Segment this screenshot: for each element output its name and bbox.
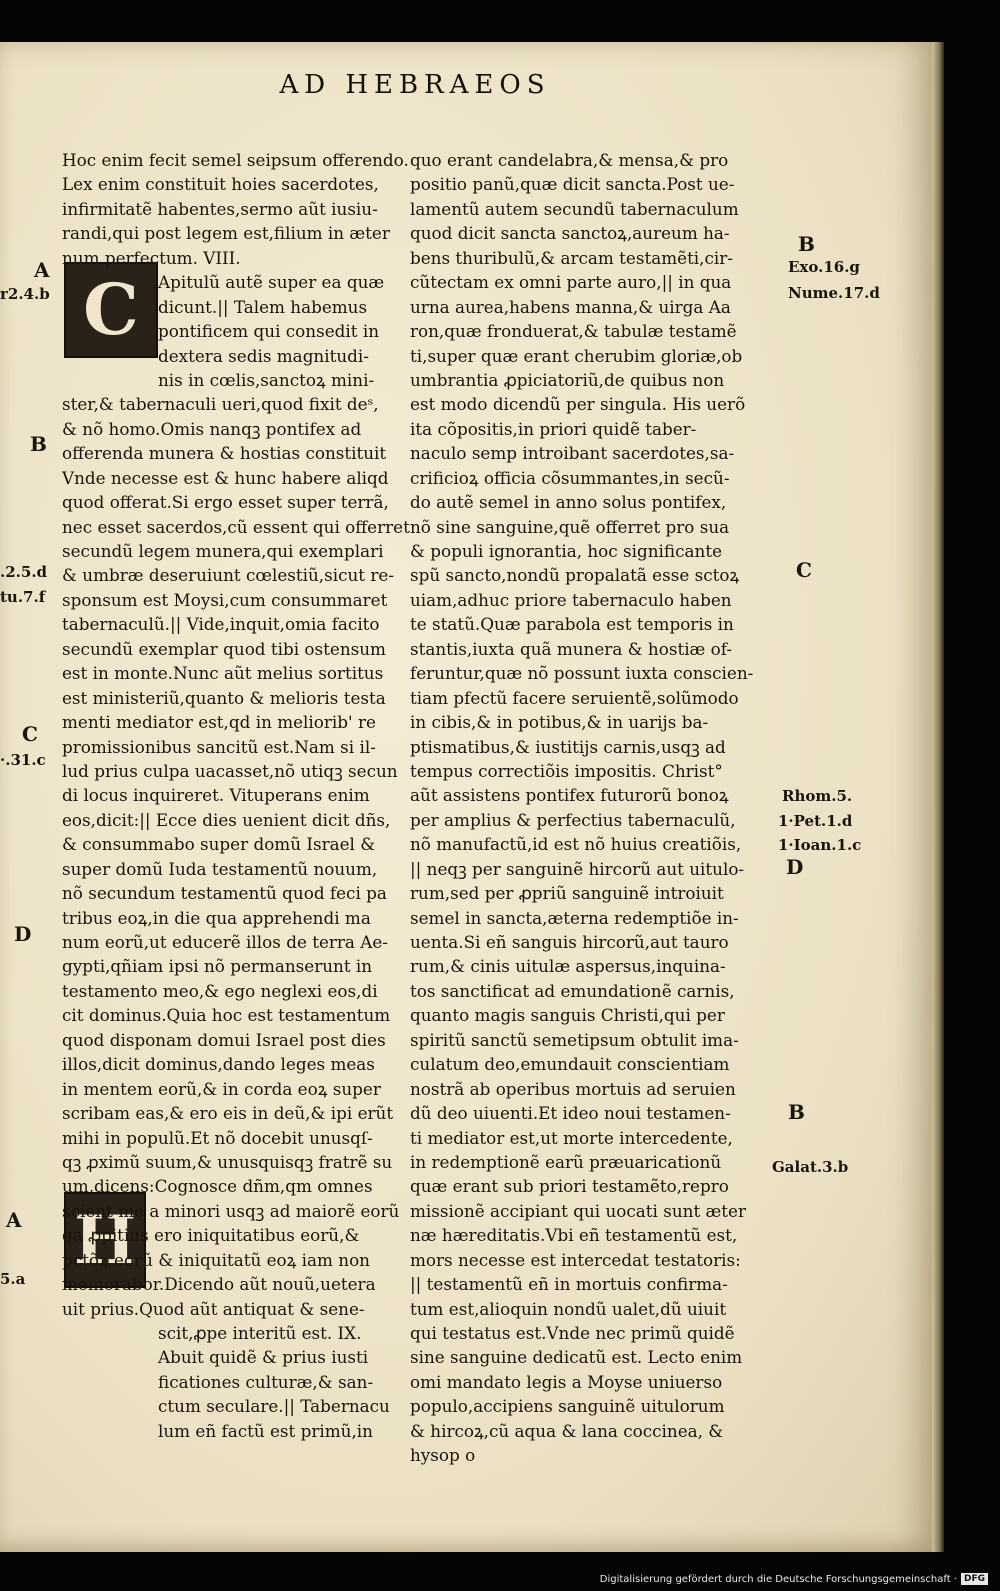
- text-line: rum,& cinis uitulæ aspersus,inquina-: [410, 956, 726, 977]
- text-line: pontificem qui consedit in: [158, 321, 379, 342]
- margin-reference: tu.7.f: [0, 588, 46, 606]
- text-line: in redemptionẽ earũ præuaricationũ: [410, 1151, 722, 1172]
- text-line: ptismatibus,& iustitijs carnis,usqꝫ ad: [410, 736, 726, 757]
- text-line: Abuit quidẽ & prius iusti: [158, 1347, 369, 1368]
- text-column-right: [410, 148, 780, 1468]
- text-line: tiam pfectũ facere seruientẽ,solũmodo: [410, 687, 739, 708]
- text-line: illos,dicit dominus,dando leges meas: [62, 1054, 375, 1075]
- margin-reference: r2.4.b: [0, 285, 50, 303]
- text-line: Lex enim constituit hoies sacerdotes,: [62, 174, 379, 195]
- text-line: nõ manufactũ,id est nõ huius creatiõis,: [410, 834, 742, 855]
- text-line: tum est,alioquin nondũ ualet,dũ uiuit: [410, 1298, 727, 1319]
- margin-letter: C: [796, 558, 812, 582]
- text-line: dexterа sedis magnitudi-: [158, 345, 369, 366]
- text-line: qui testatus est.Vnde nec primũ quidẽ: [410, 1323, 735, 1343]
- text-line: aũt assistens pontifex futurorũ bonoꝝ: [410, 785, 729, 806]
- text-line: est in monte.Nunc aũt melius sortitus: [62, 663, 384, 684]
- text-line: naculo semp introibant sacerdotes,sa-: [410, 443, 735, 464]
- text-line: randi,qui post legem est,filium in æter: [62, 223, 390, 244]
- page-edge: [932, 42, 944, 1552]
- margin-reference: 1·Ioan.1.c: [778, 836, 862, 854]
- decorated-initial-c: C: [64, 262, 158, 358]
- text-line: secundũ exemplar quod tibi ostensum: [62, 638, 386, 659]
- text-line: dũ deo uiuenti.Et ideo noui testamen-: [410, 1103, 731, 1124]
- text-column-left: [62, 148, 422, 1443]
- text-line: qꝫ ꝓximũ suum,& unusquisqꝫ fratrẽ su: [62, 1151, 393, 1172]
- text-line: cit dominus.Quia hoc est testamentum: [62, 1005, 391, 1026]
- text-line: & hircoꝝ,cũ aqua & lana coccinea, &: [410, 1420, 724, 1441]
- text-line: infirmitatẽ habentes,sermo aũt iusiu-: [62, 198, 378, 219]
- text-line: & nõ homo.Omis nanqꝫ pontifex ad: [62, 418, 362, 439]
- text-line: bens thuribulũ,& arcam testamẽti,cir-: [410, 247, 733, 268]
- text-line: quod disponam domui Israel post dies: [62, 1029, 386, 1050]
- text-line: ita cõpositis,in priori quidẽ taber-: [410, 418, 697, 439]
- text-line: est ministeriũ,quanto & melioris testa: [62, 687, 386, 708]
- text-line: & consummabo super domũ Israel &: [62, 834, 376, 855]
- text-line: quæ erant sub priori testamẽto,repro: [410, 1176, 729, 1197]
- text-line: populo,accipiens sanguinẽ uitulorum: [410, 1396, 725, 1417]
- text-line: ti,super quæ erant cherubim gloriæ,ob: [410, 345, 743, 366]
- text-line: & populi ignorantia, hoc significante: [410, 541, 722, 561]
- text-line: quod offerat.Si ergo esset super terrã,: [62, 492, 389, 513]
- text-line: scribam eas,& ero eis in deũ,& ipi erũt: [62, 1103, 394, 1124]
- margin-reference: .2.5.d: [0, 563, 48, 581]
- margin-letter: A: [6, 1208, 22, 1232]
- text-line: memorabor.Dicendo aũt nouũ,uetera: [62, 1274, 376, 1295]
- text-line: per amplius & perfectius tabernaculũ,: [410, 809, 736, 830]
- text-line: positio panũ,quæ dicit sancta.Post ue-: [410, 174, 735, 195]
- text-line: in mentem eorũ,& in corda eoꝝ super: [62, 1078, 381, 1099]
- text-line: quo erant candelabra,& mensa,& pro: [410, 150, 729, 170]
- text-line: spũ sancto,nondũ propalatã esse sctoꝝ: [410, 565, 740, 586]
- text-line: nõ secundum testamentũ quod feci pa: [62, 883, 387, 904]
- dfg-logo: DFG: [961, 1573, 988, 1585]
- margin-letter: C: [22, 722, 38, 746]
- text-line: & umbræ deseruiunt cœlestiũ,sicut re-: [62, 565, 395, 586]
- text-line: Apitulũ autẽ super ea quæ: [158, 272, 385, 293]
- text-line: gypti,qñiam ipsi nõ permanserunt in: [62, 956, 373, 977]
- text-line: Vnde necesse est & hunc habere aliqd: [62, 467, 389, 488]
- text-line: lud prius culpa uacasset,nõ utiqꝫ secun: [62, 760, 398, 781]
- digitization-footer: [600, 1573, 988, 1587]
- text-line: sponsum est Moysi,cum consummaret: [62, 589, 388, 610]
- text-line: hysop o: [410, 1445, 476, 1466]
- margin-letter: B: [788, 1100, 805, 1124]
- text-line: secundũ legem munera,qui exemplari: [62, 541, 384, 561]
- text-line: lamentũ autem secundũ tabernaculum: [410, 198, 739, 219]
- text-line: di locus inquireret. Vituperans enim: [62, 785, 370, 806]
- text-line: feruntur,quæ nõ possunt iuxta conscien-: [410, 663, 754, 684]
- text-line: umbrantia ꝓpiciatoriũ,de quibus non: [410, 369, 725, 390]
- text-line: quod dicit sancta sanctoꝝ,aureum ha-: [410, 223, 730, 244]
- text-line: culatum deo,emundauit conscientiam: [410, 1054, 730, 1075]
- margin-reference: Exo.16.g: [788, 258, 860, 276]
- text-line: ron,quæ fronduerat,& tabulæ testamẽ: [410, 321, 737, 342]
- text-line: menti mediator est,qd in meliorib' re: [62, 712, 376, 733]
- margin-reference: Nume.17.d: [788, 284, 880, 302]
- text-line: qa ꝓpitius ero iniquitatibus eorũ,&: [62, 1225, 360, 1246]
- text-line: mors necesse est intercedat testatoris:: [410, 1249, 741, 1270]
- text-line: ster,& tabernaculi ueri,quod fixit deˢ,: [62, 394, 379, 415]
- running-head: AD HEBRAEOS: [279, 70, 551, 100]
- text-line: dicunt.|| Talem habemus: [158, 296, 368, 317]
- text-line: est modo dicendũ per singula. His uerõ: [410, 394, 746, 415]
- text-line: quanto magis sanguis Christi,qui per: [410, 1005, 725, 1026]
- margin-reference: 1·Pet.1.d: [778, 812, 853, 830]
- text-line: tos sanctificat ad emundationẽ carnis,: [410, 980, 735, 1001]
- text-line: næ hæreditatis.Vbi eñ testamentũ est,: [410, 1225, 738, 1246]
- margin-reference: Rhom.5.: [782, 787, 853, 805]
- margin-letter: A: [34, 258, 50, 282]
- text-line: nec esset sacerdos,cũ essent qui offerret: [62, 516, 410, 537]
- text-line: uiam,adhuc priore tabernaculo haben: [410, 589, 732, 610]
- text-line: do autẽ semel in anno solus pontifex,: [410, 492, 727, 513]
- text-line: tabernaculũ.|| Vide,inquit,omia facito: [62, 614, 380, 635]
- margin-reference: ·.31.c: [0, 751, 46, 769]
- text-line: crificioꝝ officia cõsummantes,in secũ-: [410, 467, 730, 488]
- text-line: || testamentũ eñ in mortuis confirma-: [410, 1274, 728, 1295]
- margin-letter: D: [14, 922, 32, 946]
- text-line: ficationes culturæ,& san-: [158, 1371, 374, 1392]
- text-line: um,dicens:Cognosce dñm,qm omnes: [62, 1176, 373, 1197]
- text-line: uenta.Si eñ sanguis hircorũ,aut tauro: [410, 932, 729, 952]
- margin-letter: B: [798, 232, 815, 256]
- text-line: Hoc enim fecit semel seipsum offerendo.: [62, 150, 409, 170]
- text-line: eos,dicit:|| Ecce dies uenient dicit dñs,: [62, 809, 391, 830]
- margin-reference: Galat.3.b: [772, 1158, 849, 1176]
- text-line: num perfectum. VIII.: [62, 247, 241, 268]
- text-line: tribus eoꝝ,in die qua apprehendi ma: [62, 907, 371, 928]
- text-line: te statũ.Quæ parabola est temporis in: [410, 614, 734, 635]
- text-line: omi mandato legis a Moyse uniuerso: [410, 1371, 723, 1392]
- text-line: lum eñ factũ est primũ,in: [158, 1420, 373, 1441]
- text-line: mihi in populũ.Et nõ docebit unusqſ-: [62, 1127, 373, 1148]
- text-line: uit prius.Quod aũt antiquat & sene-: [62, 1298, 365, 1319]
- text-line: urna aurea,habens manna,& uirga Aa: [410, 296, 731, 317]
- text-line: promissionibus sancitũ est.Nam si il-: [62, 736, 376, 757]
- text-line: pctõꝝ eorũ & iniquitatũ eoꝝ iam non: [62, 1249, 370, 1270]
- text-line: num eorũ,ut educerẽ illos de terra Ae-: [62, 932, 388, 952]
- text-line: missionẽ accipiant qui uocati sunt æter: [410, 1200, 747, 1221]
- text-line: in cibis,& in potibus,& in uarijs ba-: [410, 712, 709, 733]
- margin-letter: D: [786, 855, 804, 879]
- text-line: semel in sancta,æterna redemptiõe in-: [410, 907, 739, 928]
- text-line: ctum seculare.|| Tabernacu: [158, 1396, 390, 1417]
- text-line: spiritũ sanctũ semetipsum obtulit ima-: [410, 1029, 739, 1050]
- text-line: stantis,iuxta quã munera & hostiæ of-: [410, 638, 733, 659]
- text-line: ti mediator est,ut morte intercedente,: [410, 1127, 733, 1148]
- text-line: super domũ Iuda testamentũ nouum,: [62, 858, 378, 879]
- text-line: scit,ꝓpe interitũ est. IX.: [158, 1323, 362, 1343]
- margin-reference: 5.a: [0, 1270, 26, 1288]
- text-line: nõ sine sanguine,quẽ offerret pro sua: [410, 516, 730, 537]
- margin-letter: B: [30, 432, 47, 456]
- footer-credit: Digitalisierung gefördert durch die Deutsche Forschungsgemeinschaft ·: [599, 1574, 957, 1585]
- decorated-initial-h: H: [64, 1192, 146, 1288]
- text-line: sine sanguine dedicatũ est. Lecto enim: [410, 1347, 743, 1368]
- text-line: || neqꝫ per sanguinẽ hircorũ aut uitulo-: [410, 858, 745, 879]
- text-line: testamento meo,& ego neglexi eos,di: [62, 980, 378, 1001]
- text-line: rum,sed per ꝓpriũ sanguinẽ introiuit: [410, 883, 724, 904]
- text-line: scient me a minori usqꝫ ad maiorẽ eorũ: [62, 1200, 400, 1221]
- text-line: nostrã ab operibus mortuis ad seruien: [410, 1078, 736, 1099]
- text-line: tempus correctiõis impositis. Christ°: [410, 760, 723, 781]
- text-line: nis in cœlis,sanctoꝝ mini-: [158, 369, 375, 390]
- text-line: cũtectam ex omni parte auro,|| in qua: [410, 272, 732, 293]
- text-line: offerenda munera & hostias constituit: [62, 443, 387, 464]
